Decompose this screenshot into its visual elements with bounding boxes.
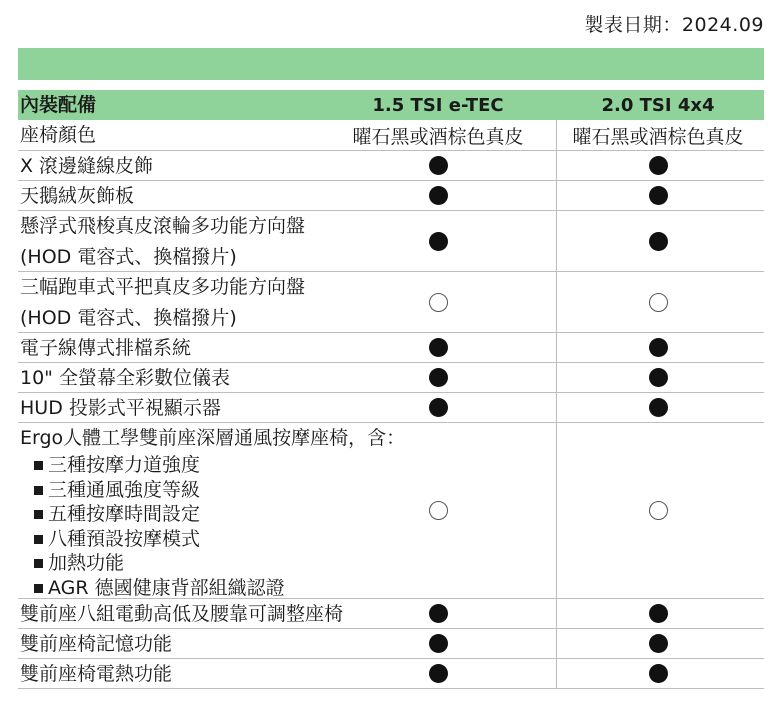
feature-subitem [20, 527, 360, 552]
feature-label [20, 211, 360, 272]
column-divider [556, 120, 557, 689]
feature-label [20, 629, 360, 659]
feature-line: 三幅跑車式平把真皮多功能方向盤 [20, 276, 306, 298]
square-bullet-icon [34, 461, 43, 470]
feature-label [20, 599, 360, 629]
value-cell-1 [353, 151, 523, 180]
feature-line: 座椅顏色 [20, 124, 97, 146]
value-cell-1 [353, 393, 523, 422]
section-title: 內裝配備 [20, 94, 97, 116]
value-cell-2 [563, 659, 753, 688]
value-cell-2 [563, 393, 753, 422]
table-date: 製表日期：2024.09 [584, 14, 764, 36]
feature-label [20, 272, 360, 333]
feature-line: 雙前座八組電動高低及腰靠可調整座椅 [20, 603, 344, 625]
color-value: 曜石黑或酒棕色真皮 [352, 125, 524, 148]
feature-label [20, 120, 360, 150]
value-cell-2 [563, 120, 753, 150]
color-value: 曜石黑或酒棕色真皮 [572, 125, 744, 148]
table-row [18, 629, 764, 659]
feature-label [20, 423, 406, 600]
standard-dot-icon [429, 634, 448, 653]
feature-label [20, 181, 360, 211]
table-row [18, 151, 764, 181]
value-cell-1 [353, 333, 523, 362]
table-row [18, 659, 764, 689]
feature-subitem-text: 八種預設按摩模式 [48, 527, 201, 550]
table-row [18, 272, 764, 333]
table-header-row [18, 90, 764, 120]
feature-line: 雙前座椅記憶功能 [20, 633, 173, 655]
feature-line: (HOD 電容式、換檔撥片) [20, 306, 237, 329]
feature-label [20, 659, 360, 689]
column-header-2 [563, 90, 753, 120]
square-bullet-icon [34, 510, 43, 519]
standard-dot-icon [429, 338, 448, 357]
standard-dot-icon [429, 368, 448, 387]
square-bullet-icon [34, 584, 43, 593]
value-cell-1 [353, 629, 523, 658]
standard-dot-icon [649, 338, 668, 357]
feature-line: 雙前座椅電熱功能 [20, 663, 173, 685]
value-cell-1 [353, 599, 523, 628]
feature-line: Ergo人體工學雙前座深層通風按摩座椅，含： [20, 427, 406, 449]
value-cell-2 [563, 629, 753, 658]
table-row [18, 333, 764, 363]
value-cell-1 [353, 423, 523, 598]
value-cell-2 [563, 423, 753, 598]
standard-dot-icon [649, 604, 668, 623]
optional-circle-icon [649, 293, 668, 312]
optional-circle-icon [429, 293, 448, 312]
standard-dot-icon [649, 634, 668, 653]
column-header-1 [353, 90, 523, 120]
value-cell-2 [563, 151, 753, 180]
feature-label [20, 363, 360, 393]
value-cell-1 [353, 181, 523, 210]
value-cell-2 [563, 211, 753, 271]
table-row [18, 211, 764, 272]
table-row [18, 363, 764, 393]
value-cell-2 [563, 181, 753, 210]
feature-subitem-text: 三種通風強度等級 [48, 478, 201, 501]
feature-line: HUD 投影式平視顯示器 [20, 397, 221, 419]
column-header-1-label: 1.5 TSI e-TEC [372, 94, 504, 116]
standard-dot-icon [429, 232, 448, 251]
feature-line: (HOD 電容式、換檔撥片) [20, 245, 237, 268]
square-bullet-icon [34, 559, 43, 568]
optional-circle-icon [429, 501, 448, 520]
standard-dot-icon [429, 156, 448, 175]
feature-subitem-text: AGR 德國健康背部組織認證 [48, 576, 285, 599]
standard-dot-icon [429, 398, 448, 417]
feature-subitem [20, 576, 360, 601]
standard-dot-icon [649, 156, 668, 175]
square-bullet-icon [34, 535, 43, 544]
standard-dot-icon [649, 664, 668, 683]
table-row [18, 423, 764, 599]
feature-subitem-text: 五種按摩時間設定 [48, 503, 201, 525]
standard-dot-icon [649, 232, 668, 251]
value-cell-2 [563, 333, 753, 362]
value-cell-2 [563, 363, 753, 392]
table-row [18, 181, 764, 211]
table-row [18, 599, 764, 629]
feature-label [20, 151, 360, 181]
standard-dot-icon [429, 604, 448, 623]
standard-dot-icon [429, 186, 448, 205]
table-row [18, 120, 764, 151]
value-cell-2 [563, 272, 753, 332]
section-banner [18, 48, 764, 80]
value-cell-1 [353, 120, 523, 150]
value-cell-1 [353, 272, 523, 332]
feature-line: 10" 全螢幕全彩數位儀表 [20, 367, 230, 389]
feature-label [20, 333, 360, 363]
value-cell-1 [353, 363, 523, 392]
standard-dot-icon [649, 186, 668, 205]
feature-line: 懸浮式飛梭真皮滾輪多功能方向盤 [20, 215, 306, 237]
optional-circle-icon [649, 501, 668, 520]
feature-subitem [20, 502, 360, 527]
feature-line: 天鵝絨灰飾板 [20, 185, 135, 207]
feature-subitem-text: 加熱功能 [48, 552, 125, 574]
column-header-2-label: 2.0 TSI 4x4 [601, 94, 715, 116]
value-cell-2 [563, 599, 753, 628]
value-cell-1 [353, 211, 523, 271]
feature-subitem [20, 453, 360, 478]
feature-subitem-text: 三種按摩力道強度 [48, 454, 201, 476]
feature-label [20, 393, 360, 423]
square-bullet-icon [34, 486, 43, 495]
feature-line: 電子線傳式排檔系統 [20, 337, 192, 359]
standard-dot-icon [649, 398, 668, 417]
standard-dot-icon [649, 368, 668, 387]
spec-table [18, 90, 764, 689]
standard-dot-icon [429, 664, 448, 683]
feature-line: X 滾邊縫線皮飾 [20, 155, 154, 177]
value-cell-1 [353, 659, 523, 688]
table-row [18, 393, 764, 423]
feature-subitem [20, 478, 360, 503]
feature-subitem [20, 551, 360, 576]
